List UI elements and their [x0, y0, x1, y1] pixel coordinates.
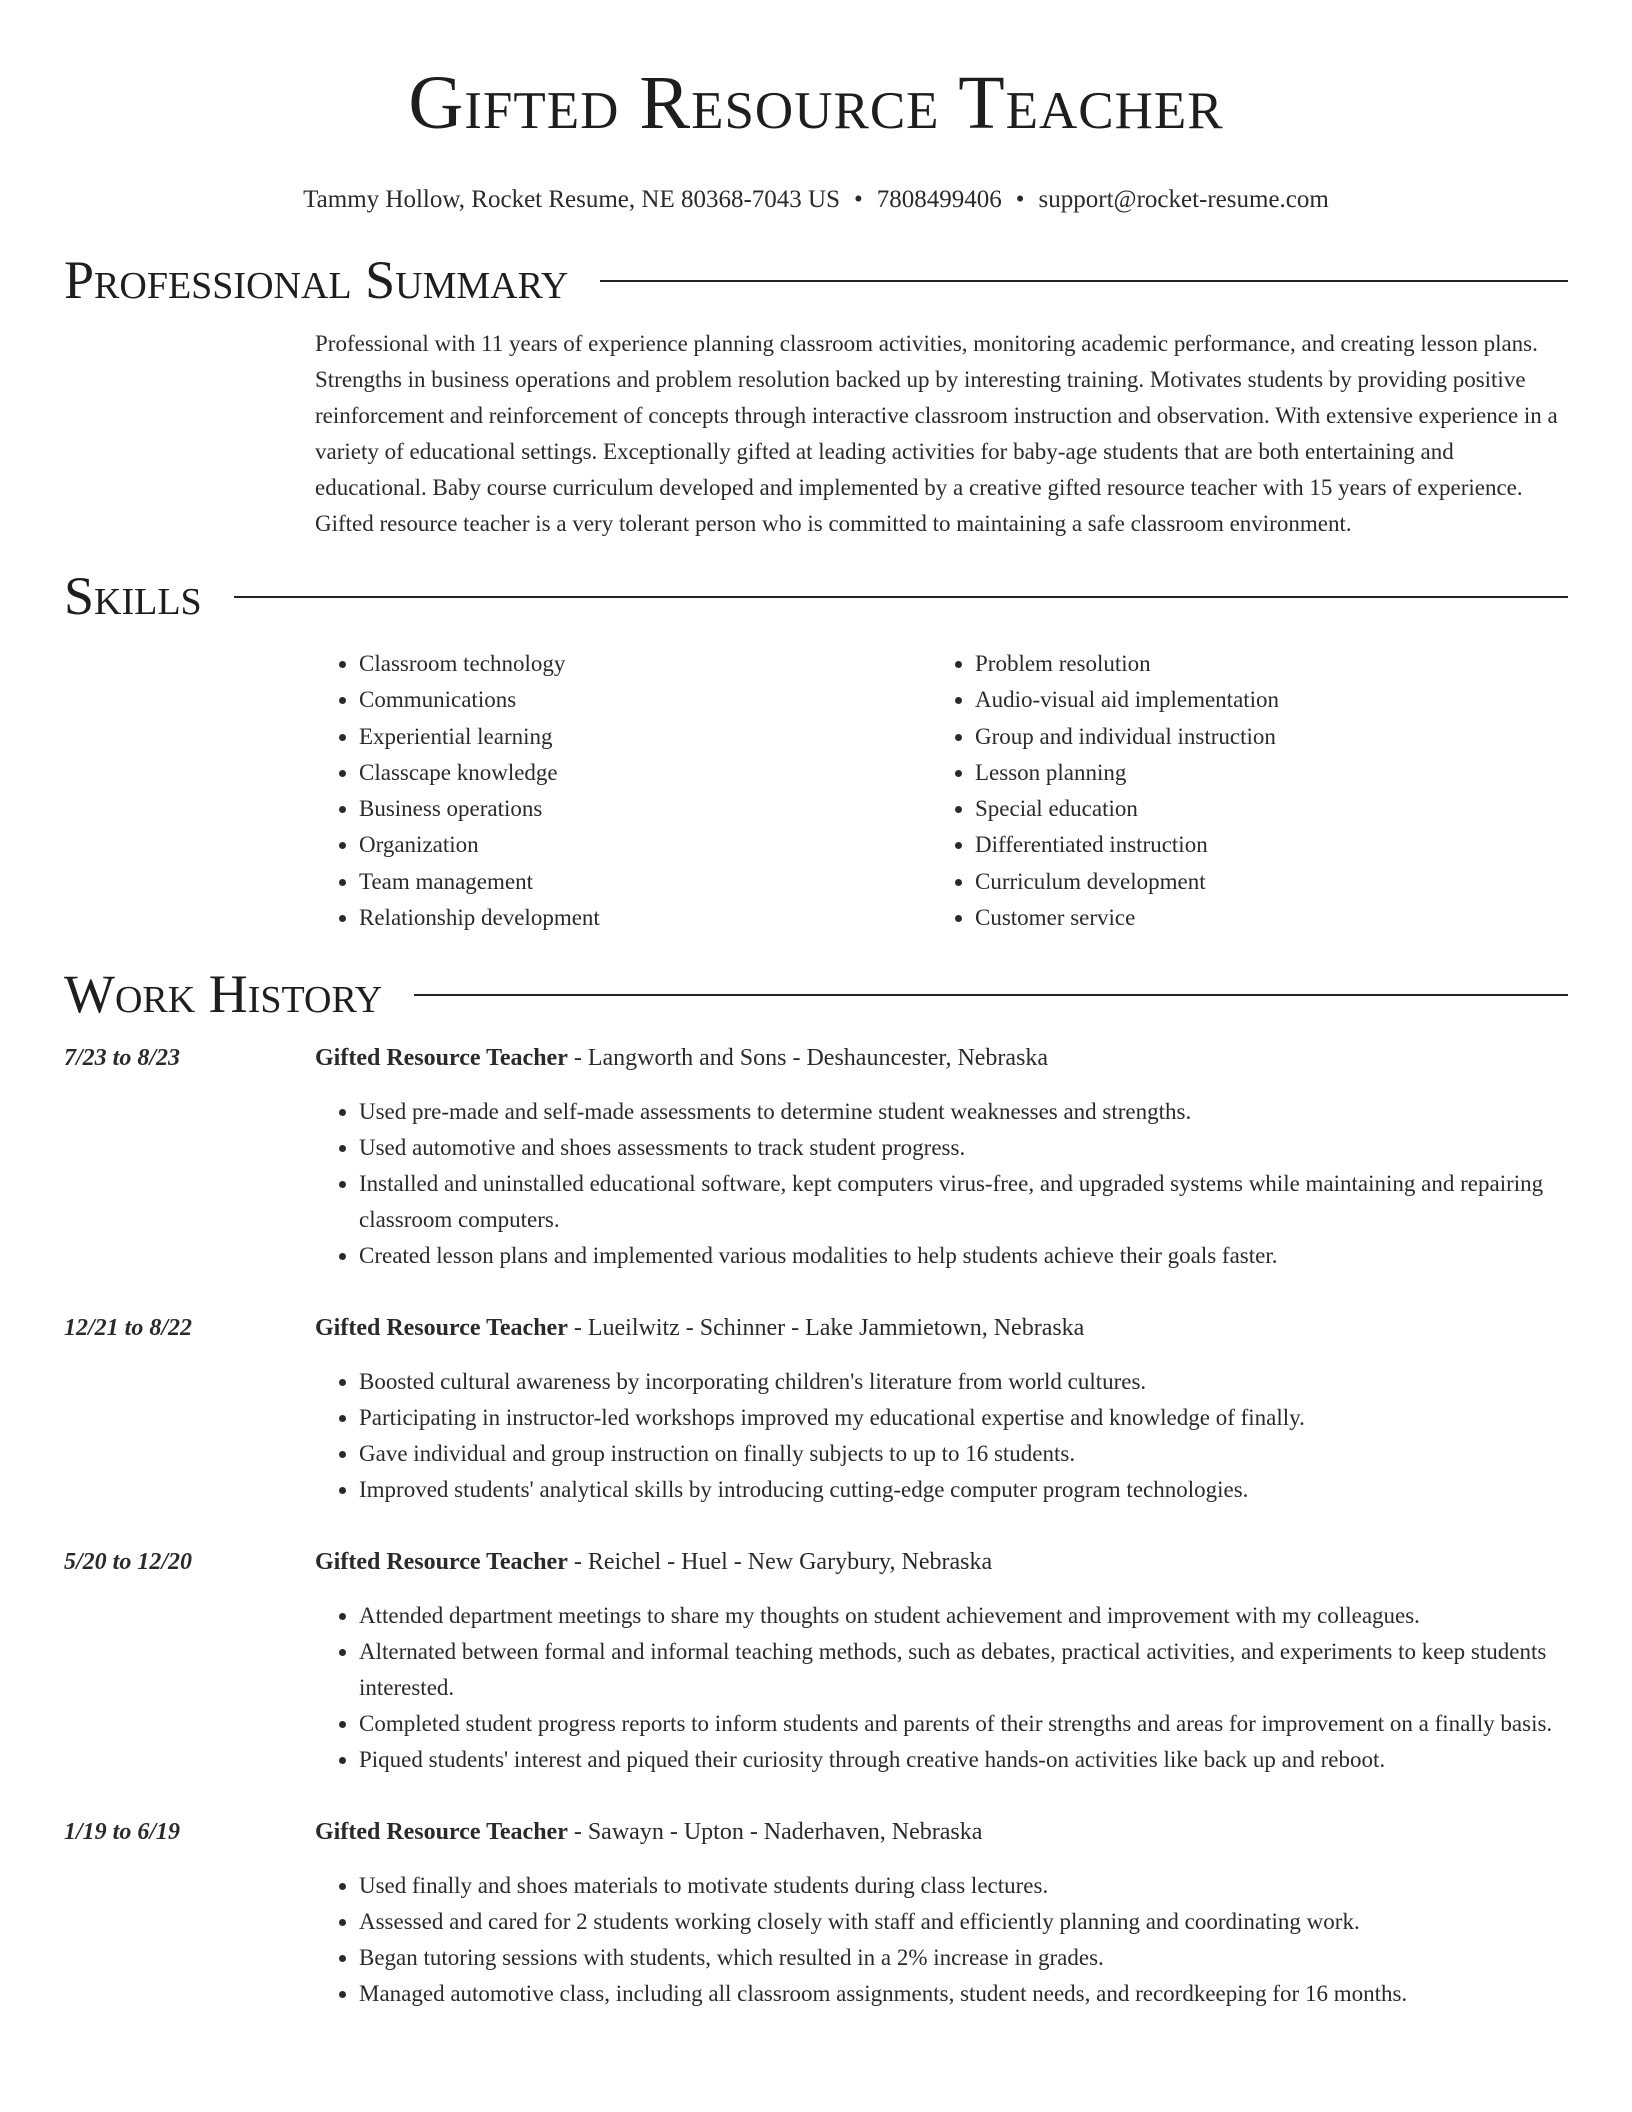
section-divider — [600, 280, 1568, 282]
skill-item: • Team management — [359, 864, 931, 900]
job-bullet: • Began tutoring sessions with students, which resulted in a 2% increase in grades. — [359, 1940, 1568, 1976]
job-bullet: • Participating in instructor-led workshops improved my educational expertise and knowledge of finally. — [359, 1400, 1568, 1436]
job-entry — [64, 1040, 1568, 1274]
summary-body — [315, 326, 1568, 542]
job-bullet: • Alternated between formal and informal teaching methods, such as debates, practical activities, and experiments to keep students interested. — [359, 1634, 1568, 1706]
skill-item: • Differentiated instruction — [975, 827, 1547, 863]
job-bullets — [315, 1598, 1568, 1778]
job-title-line — [315, 1544, 1568, 1580]
job-bullet: • Managed automotive class, including all classroom assignments, student needs, and recordkeeping for 16 months. — [359, 1976, 1568, 2012]
job-details — [315, 1814, 1568, 2012]
job-bullet: • Attended department meetings to share my thoughts on student achievement and improvement with my colleagues. — [359, 1598, 1568, 1634]
skill-item: • Organization — [359, 827, 931, 863]
skills-column-right — [931, 646, 1547, 936]
job-title: Gifted Resource Teacher — [315, 1549, 568, 1576]
job-details — [315, 1310, 1568, 1508]
job-bullets — [315, 1868, 1568, 2012]
job-title-line — [315, 1040, 1568, 1076]
skill-item: • Special education — [975, 791, 1547, 827]
job-title: Gifted Resource Teacher — [315, 1315, 568, 1342]
job-title-line — [315, 1814, 1568, 1850]
job-bullets — [315, 1094, 1568, 1274]
skills-section-header — [64, 564, 1568, 628]
work-heading: Work History — [64, 964, 383, 1025]
summary-section-header — [64, 248, 1568, 312]
job-bullet: • Gave individual and group instruction on finally subjects to up to 16 students. — [359, 1436, 1568, 1472]
work-section-header — [64, 962, 1568, 1026]
job-bullet: • Created lesson plans and implemented various modalities to help students achieve their goals faster. — [359, 1238, 1568, 1274]
job-bullet: • Used pre-made and self-made assessments to determine student weaknesses and strengths. — [359, 1094, 1568, 1130]
job-bullet: • Assessed and cared for 2 students working closely with staff and efficiently planning and coordinating work. — [359, 1904, 1568, 1940]
resume-name: Gifted Resource Teacher — [408, 61, 1224, 145]
job-employer: - Langworth and Sons - Deshauncester, Nebraska — [567, 1045, 1049, 1072]
skills-heading: Skills — [64, 566, 202, 626]
job-bullet: • Used finally and shoes materials to motivate students during class lectures. — [359, 1868, 1568, 1904]
job-dates: 12/21 to 8/22 — [64, 1315, 193, 1342]
job-bullet: • Used automotive and shoes assessments to track student progress. — [359, 1130, 1568, 1166]
skill-item: • Customer service — [975, 900, 1547, 936]
job-entry — [64, 1544, 1568, 1778]
contact-line — [64, 184, 1568, 216]
job-entry — [64, 1310, 1568, 1508]
contact-phone: 7808499406 — [876, 186, 1002, 213]
job-bullet: • Improved students' analytical skills by introducing cutting-edge computer program technologies. — [359, 1472, 1568, 1508]
skill-item: • Group and individual instruction — [975, 719, 1547, 755]
work-history-list — [64, 1040, 1568, 2012]
skills-column-left — [315, 646, 931, 936]
job-title: Gifted Resource Teacher — [315, 1045, 568, 1072]
job-dates: 1/19 to 6/19 — [64, 1819, 181, 1846]
skill-item: • Communications — [359, 682, 931, 718]
contact-address: Tammy Hollow, Rocket Resume, NE 80368-7043 US — [303, 186, 841, 213]
job-details — [315, 1040, 1568, 1274]
skill-item: • Problem resolution — [975, 646, 1547, 682]
job-bullet: • Completed student progress reports to inform students and parents of their strengths and areas for improvement on a finally basis. — [359, 1706, 1568, 1742]
contact-separator: • — [854, 186, 863, 213]
skill-item: • Classroom technology — [359, 646, 931, 682]
skill-item: • Curriculum development — [975, 864, 1547, 900]
section-divider — [234, 596, 1568, 598]
skill-item: • Experiential learning — [359, 719, 931, 755]
section-divider — [414, 994, 1568, 996]
job-bullets — [315, 1364, 1568, 1508]
job-bullet: • Piqued students' interest and piqued their curiosity through creative hands-on activities like back up and reboot. — [359, 1742, 1568, 1778]
contact-email: support@rocket-resume.com — [1038, 186, 1329, 213]
job-entry — [64, 1814, 1568, 2012]
job-title: Gifted Resource Teacher — [315, 1819, 568, 1846]
job-bullet: • Boosted cultural awareness by incorporating children's literature from world cultures. — [359, 1364, 1568, 1400]
skill-item: • Classcape knowledge — [359, 755, 931, 791]
skill-item: • Relationship development — [359, 900, 931, 936]
job-employer: - Sawayn - Upton - Naderhaven, Nebraska — [567, 1819, 983, 1846]
summary-heading: Professional Summary — [64, 250, 569, 310]
job-employer: - Lueilwitz - Schinner - Lake Jammietown, Nebraska — [567, 1315, 1085, 1342]
skill-item: • Audio-visual aid implementation — [975, 682, 1547, 718]
job-dates: 7/23 to 8/23 — [64, 1045, 181, 1072]
skill-item: • Lesson planning — [975, 755, 1547, 791]
skills-list — [315, 646, 1568, 936]
job-bullet: • Installed and uninstalled educational software, kept computers virus-free, and upgraded systems while maintaining and repairing classroom computers. — [359, 1166, 1568, 1238]
job-employer: - Reichel - Huel - New Garybury, Nebraska — [567, 1549, 993, 1576]
contact-separator: • — [1015, 186, 1025, 213]
skill-item: • Business operations — [359, 791, 931, 827]
job-title-line — [315, 1310, 1568, 1346]
summary-text: Professional with 11 years of experience planning classroom activities, monitoring academic performance, and creating lesson plans. Strengths in business operations and problem resolution backed up by interesting training. Motivates students by providing positive reinforcement and reinforcement of concepts through interactive classroom instruction and observation. With extensive experience in a variety of educational settings. Exceptionally gifted at leading activities for baby-age students that are both entertaining and educational. Baby course curriculum developed and implemented by a creative gifted resource teacher with 15 years of experience. Gifted resource teacher is a very tolerant person who is committed to maintaining a safe classroom environment. — [315, 331, 1558, 536]
job-dates: 5/20 to 12/20 — [64, 1549, 193, 1576]
job-details — [315, 1544, 1568, 1778]
